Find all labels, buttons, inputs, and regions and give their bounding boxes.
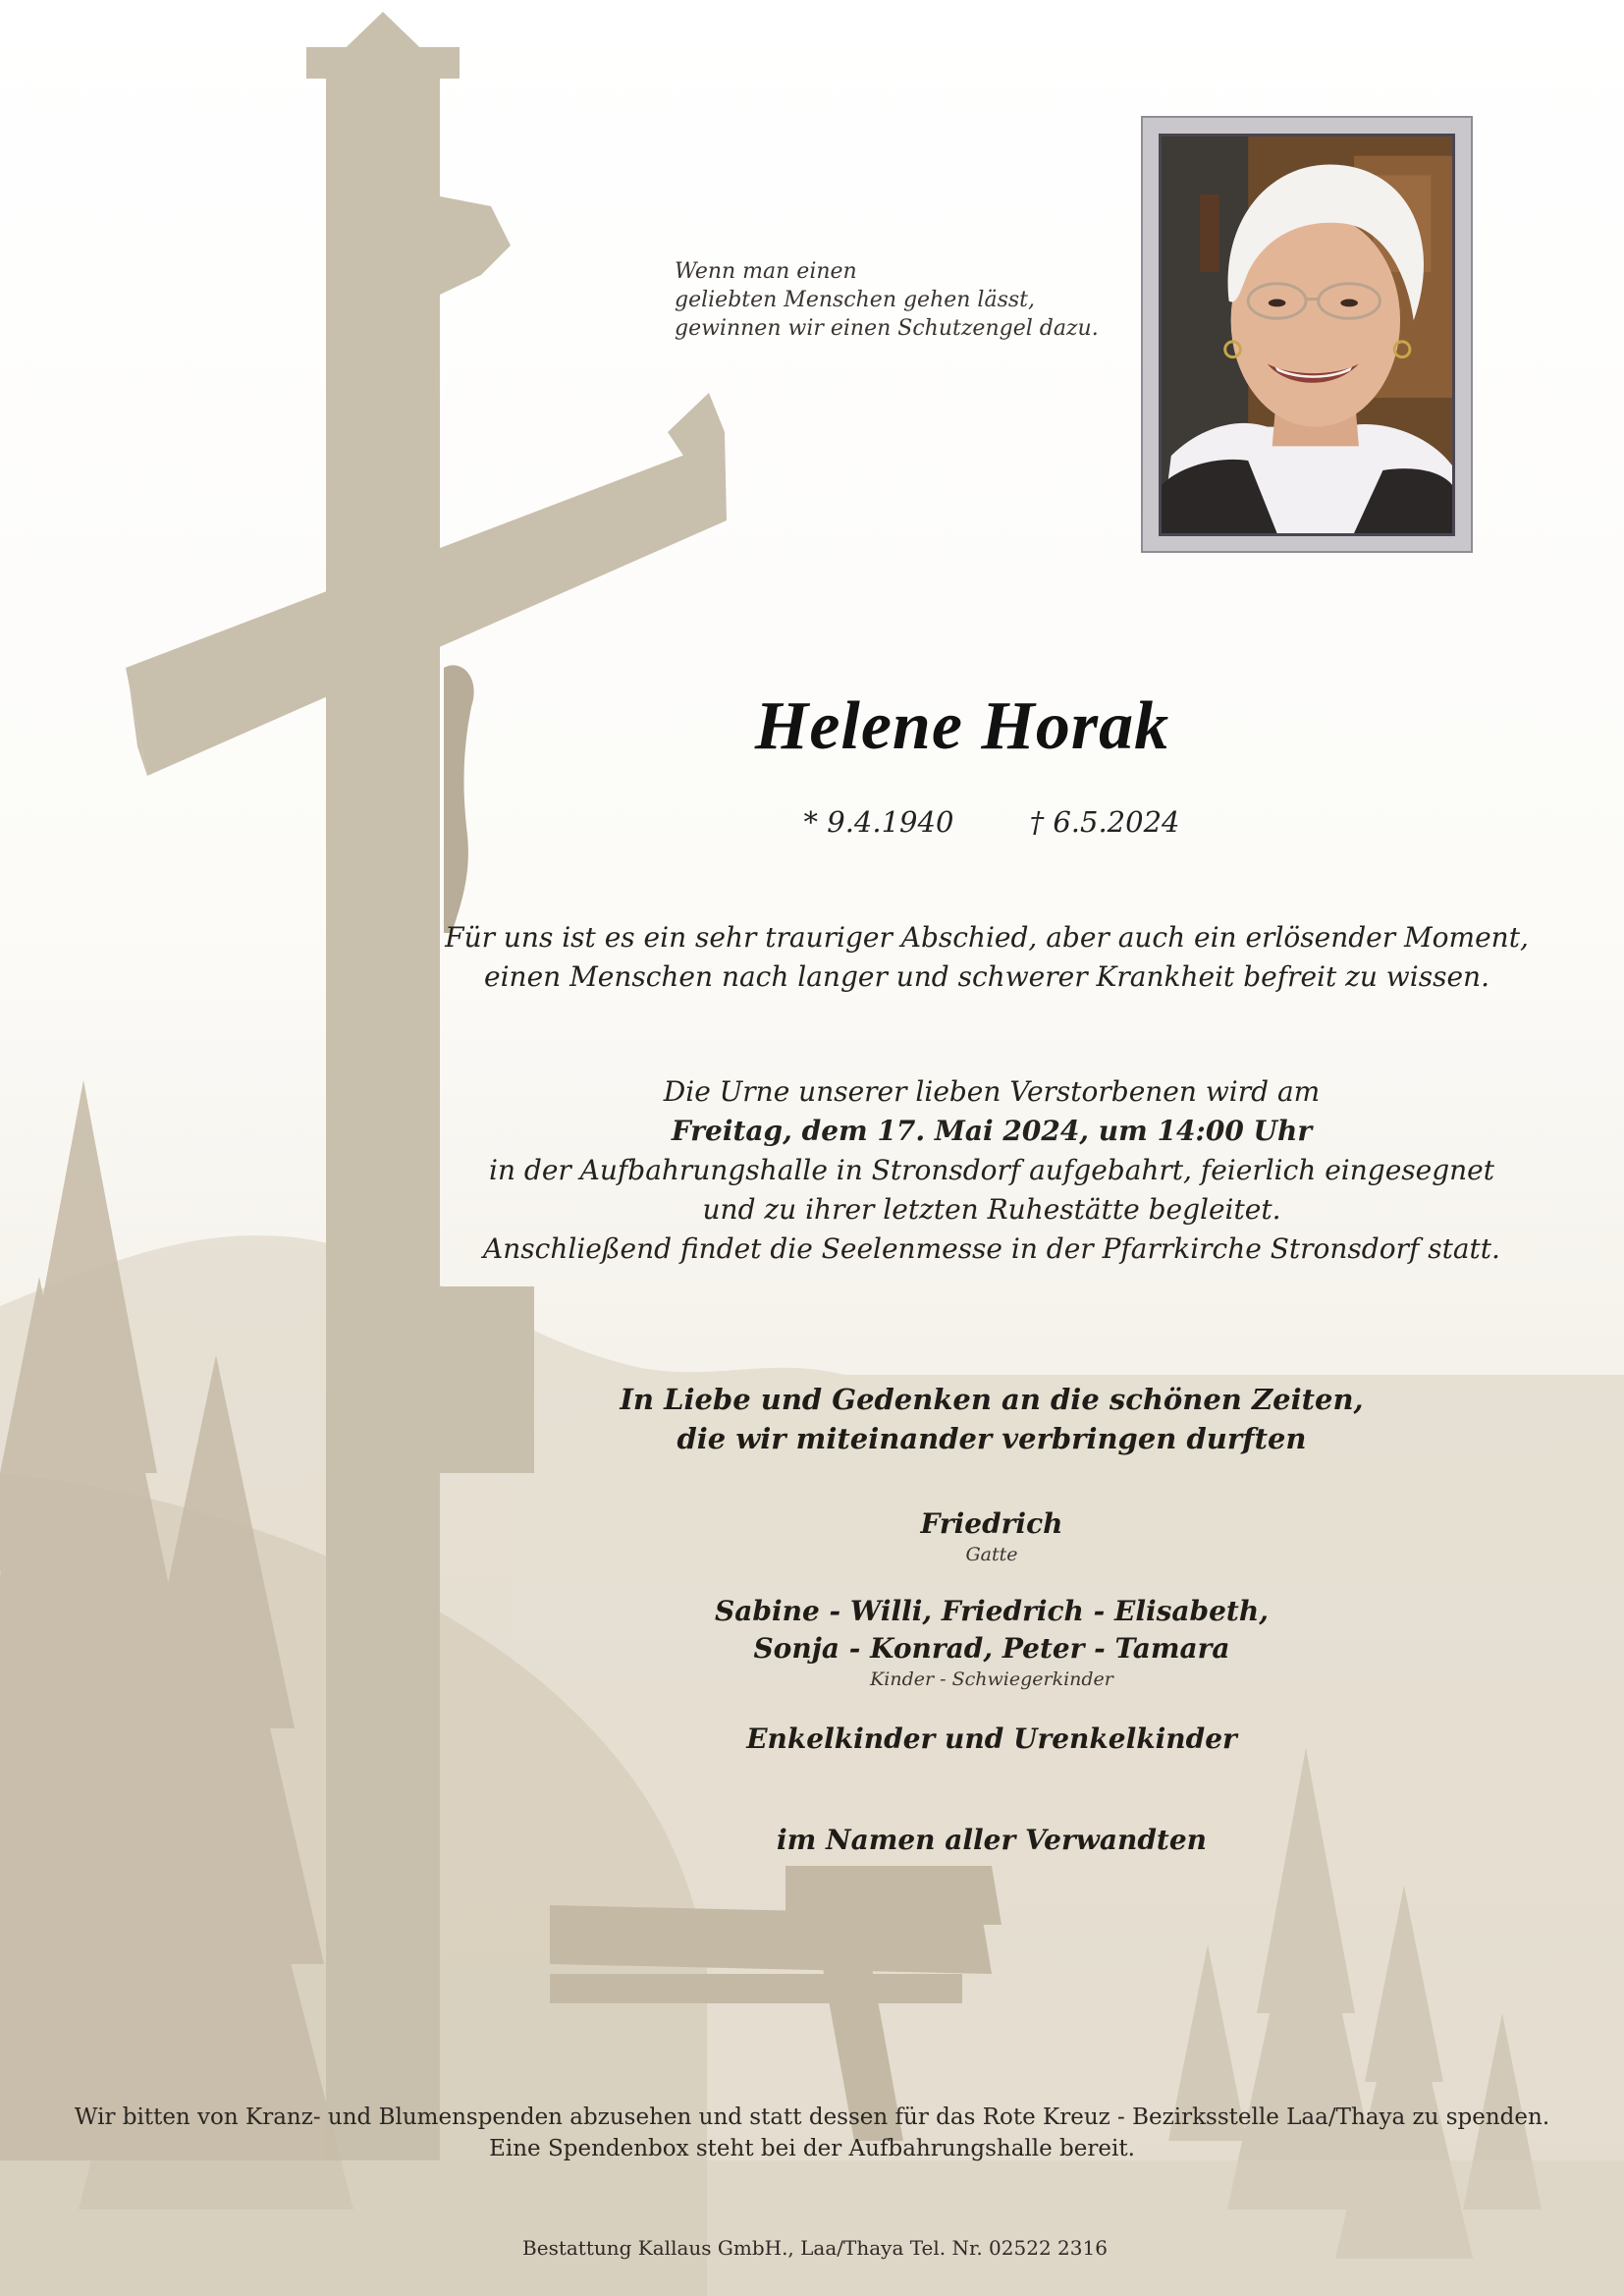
ceremony-intro: Die Urne unserer lieben Verstorbenen wird am <box>663 1075 1321 1108</box>
donation-line: Eine Spendenbox steht bei der Aufbahrungshalle bereit. <box>489 2136 1135 2161</box>
farewell-line: einen Menschen nach langer und schwerer Krankheit befreit zu wissen. <box>484 960 1489 993</box>
ceremony-line: in der Aufbahrungshalle in Stronsdorf aufgebahrt, feierlich eingesegnet <box>489 1154 1494 1186</box>
ceremony-line: Anschließend findet die Seelenmesse in der Pfarrkirche Stronsdorf statt. <box>483 1232 1500 1265</box>
ceremony-datetime: Freitag, dem 17. Mai 2024, um 14:00 Uhr <box>671 1115 1313 1147</box>
quote-line: gewinnen wir einen Schutzengel dazu. <box>675 316 1099 341</box>
ground-haze <box>0 2160 1624 2296</box>
spouse-name: Friedrich <box>920 1507 1063 1540</box>
relatives-line: im Namen aller Verwandten <box>776 1824 1208 1856</box>
crucifix-figure <box>444 665 474 933</box>
spouse-role: Gatte <box>965 1544 1018 1565</box>
donation-note <box>29 2102 1595 2164</box>
grandchildren-block <box>599 1721 1384 1758</box>
deceased-name: Helene Horak <box>754 688 1170 764</box>
farewell-line: Für uns ist es ein sehr trauriger Abschied, aber auch ein erlösender Moment, <box>445 921 1529 954</box>
portrait-frame <box>1141 116 1473 553</box>
children-block <box>599 1593 1384 1691</box>
death-date: † 6.5.2024 <box>1029 805 1180 839</box>
remembrance-line: In Liebe und Gedenken an die schönen Zeiten, <box>620 1383 1364 1416</box>
ceremony-text <box>432 1072 1551 1269</box>
remembrance-text <box>550 1380 1434 1458</box>
grandchildren-line: Enkelkinder und Urenkelkinder <box>746 1722 1237 1755</box>
portrait-photo <box>1159 134 1455 536</box>
quote-line: geliebten Menschen gehen lässt, <box>675 288 1035 312</box>
children-role: Kinder - Schwiegerkinder <box>870 1668 1113 1690</box>
farewell-text <box>422 918 1551 997</box>
ceremony-line: und zu ihrer letzten Ruhestätte begleitet. <box>702 1193 1281 1226</box>
portrait-illustration <box>1162 137 1452 533</box>
quote-line: Wenn man einen <box>675 259 857 284</box>
life-dates <box>746 805 1237 839</box>
birth-date: * 9.4.1940 <box>803 805 954 839</box>
donation-line: Wir bitten von Kranz- und Blumenspenden abzusehen und statt dessen für das Rote Kreuz - Bezirksstelle Laa/Thaya zu spenden. <box>74 2105 1550 2130</box>
quote <box>675 257 1097 343</box>
relatives-block <box>599 1822 1384 1859</box>
remembrance-line: die wir miteinander verbringen durften <box>677 1422 1307 1455</box>
undertaker-footer: Bestattung Kallaus GmbH., Laa/Thaya Tel. Nr. 02522 2316 <box>522 2236 1108 2260</box>
children-line: Sonja - Konrad, Peter - Tamara <box>753 1632 1230 1665</box>
spouse-block <box>746 1505 1237 1566</box>
children-line: Sabine - Willi, Friedrich - Elisabeth, <box>715 1595 1269 1627</box>
